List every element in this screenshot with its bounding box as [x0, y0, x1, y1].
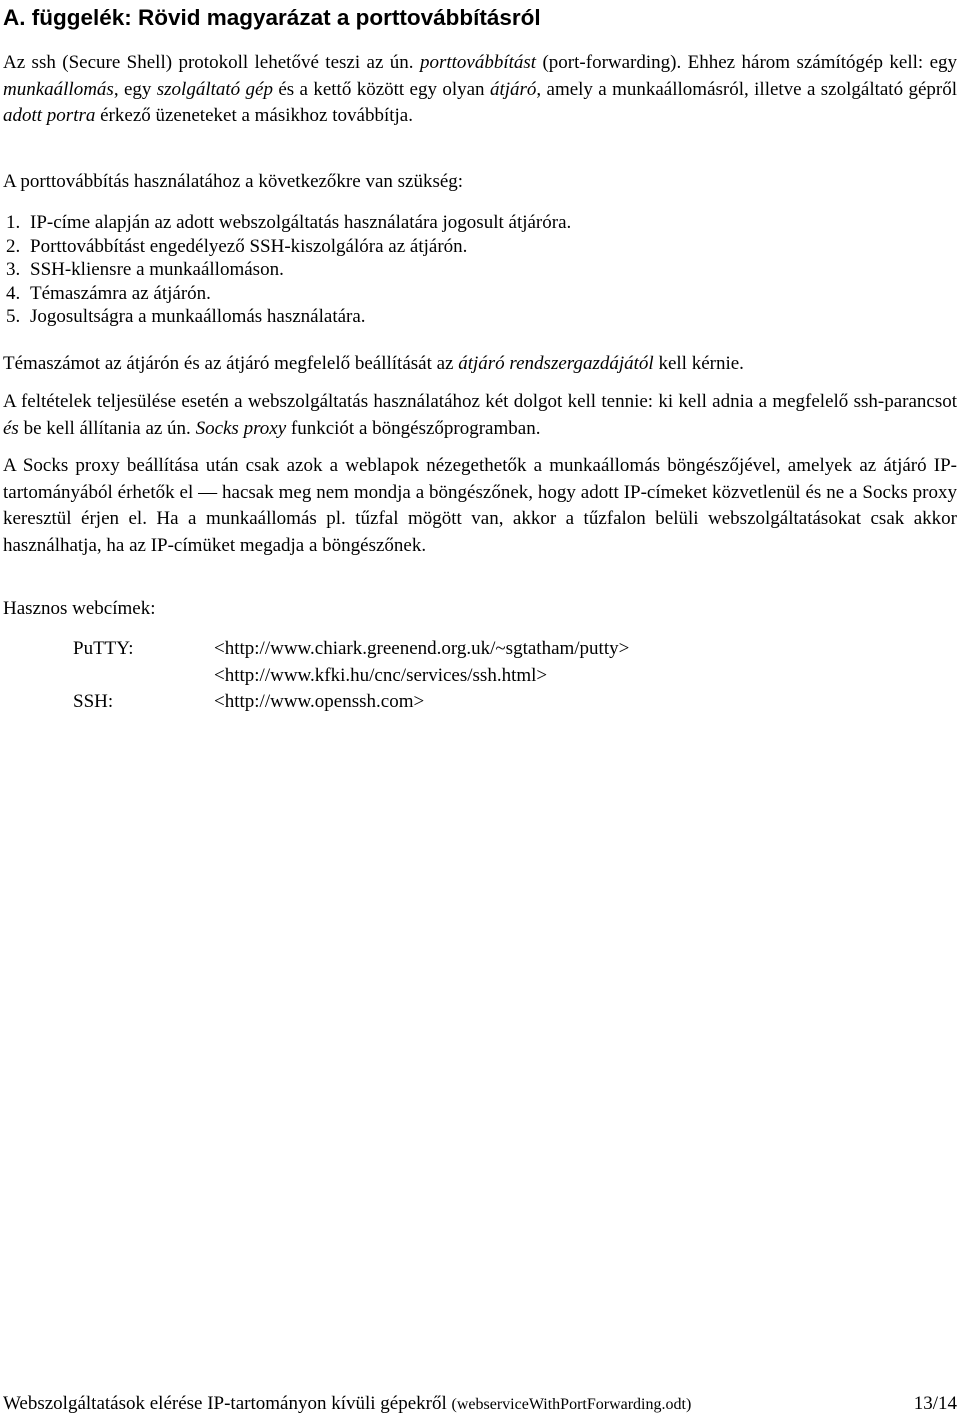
appendix-heading: A. függelék: Rövid magyarázat a porttovábbításról [3, 5, 541, 30]
conditions-text: funkciót a böngészőprogramban. [286, 417, 541, 439]
list-number: 4. [6, 282, 21, 304]
list-number: 1. [6, 212, 21, 233]
links-heading: Hasznos webcímek: [3, 598, 156, 619]
link-row [73, 636, 629, 663]
intro-text: Az ssh (Secure Shell) protokoll lehetővé teszi az ún. [3, 52, 420, 73]
conditions-paragraph [3, 389, 957, 442]
link-url[interactable]: <http://www.openssh.com> [214, 691, 425, 712]
footer-left [3, 1391, 691, 1418]
term-server-machine: szolgáltató gép [156, 78, 273, 100]
list-item [3, 235, 571, 259]
intro-text: , amely a munkaállomásról, illetve a szolgáltató gépről [536, 78, 957, 100]
link-label [73, 663, 214, 690]
term-socks-proxy: Socks proxy [195, 417, 287, 439]
list-item [3, 305, 571, 329]
intro-text: , egy [113, 78, 157, 100]
list-text: SSH-kliensre a munkaállomáson. [30, 259, 284, 281]
list-number: 2. [6, 235, 21, 257]
list-text: Témaszámra az átjárón. [30, 282, 211, 304]
list-number: 3. [6, 259, 21, 281]
intro-paragraph [3, 50, 957, 130]
term-given-port: adott portra [3, 105, 96, 126]
useful-links [73, 636, 629, 716]
list-text: Porttovábbítást engedélyező SSH-kiszolgálóra az átjárón. [30, 235, 468, 257]
term-workstation: munkaállomás [3, 78, 114, 100]
page-footer [3, 1391, 957, 1418]
link-label: PuTTY: [73, 638, 134, 659]
link-label: SSH: [73, 691, 114, 712]
term-gateway-admin: átjáró rendszergazdájától [458, 353, 654, 374]
conditions-text: A feltételek teljesülése esetén a webszolgáltatás használatához két dolgot kell tennie: ki kell adnia a megfelelő ssh-parancsot [3, 391, 957, 412]
link-url[interactable]: <http://www.kfki.hu/cnc/services/ssh.html> [214, 664, 548, 686]
needs-intro: A porttovábbítás használatához a következőkre van szükség: [3, 171, 464, 192]
list-text: Jogosultságra a munkaállomás használatára. [30, 306, 366, 328]
conditions-text: be kell állítania az ún. [18, 417, 196, 439]
list-item [3, 211, 571, 235]
list-text: IP-címe alapján az adott webszolgáltatás használatára jogosult átjáróra. [30, 212, 572, 233]
footer-filename: (webserviceWithPortForwarding.odt) [451, 1396, 692, 1413]
intro-text: és a kettő között egy olyan [272, 78, 490, 100]
link-row [73, 663, 629, 690]
intro-text: érkező üzeneteket a másikhoz továbbítja. [95, 105, 413, 126]
list-item [3, 258, 571, 282]
requirements-list [3, 211, 571, 329]
intro-text: (port-forwarding). Ehhez három számítógép kell: egy [536, 52, 957, 73]
footer-title: Webszolgáltatások elérése IP-tartományon kívüli gépekről [3, 1393, 447, 1414]
admin-paragraph [3, 351, 957, 378]
admin-text: Témaszámot az átjárón és az átjáró megfelelő beállítását az [3, 353, 459, 374]
link-row [73, 689, 629, 716]
term-port-forwarding: porttovábbítást [419, 52, 537, 73]
link-url[interactable]: <http://www.chiark.greenend.org.uk/~sgtatham/putty> [214, 638, 630, 659]
admin-text: kell kérnie. [653, 353, 744, 374]
list-item [3, 282, 571, 306]
page-number: 13/14 [913, 1393, 957, 1414]
list-number: 5. [6, 306, 21, 328]
term-and: és [3, 417, 19, 439]
term-gateway: átjáró [489, 78, 537, 100]
socks-paragraph: A Socks proxy beállítása után csak azok a weblapok nézegethetők a munkaállomás böngészőjével, amelyek az átjáró IP-tartományából érhetők el — hacsak meg nem mondja a böngészőnek, hogy adott IP-címeket közvetlenül és ne a Socks proxy keresztül érjen el. Ha a munkaállomás pl. tűzfal mögött van, akkor a tűzfalon belüli webszolgáltatásokat csak akkor használhatja, ha az IP-címüket megadja a böngészőnek. [3, 455, 957, 556]
